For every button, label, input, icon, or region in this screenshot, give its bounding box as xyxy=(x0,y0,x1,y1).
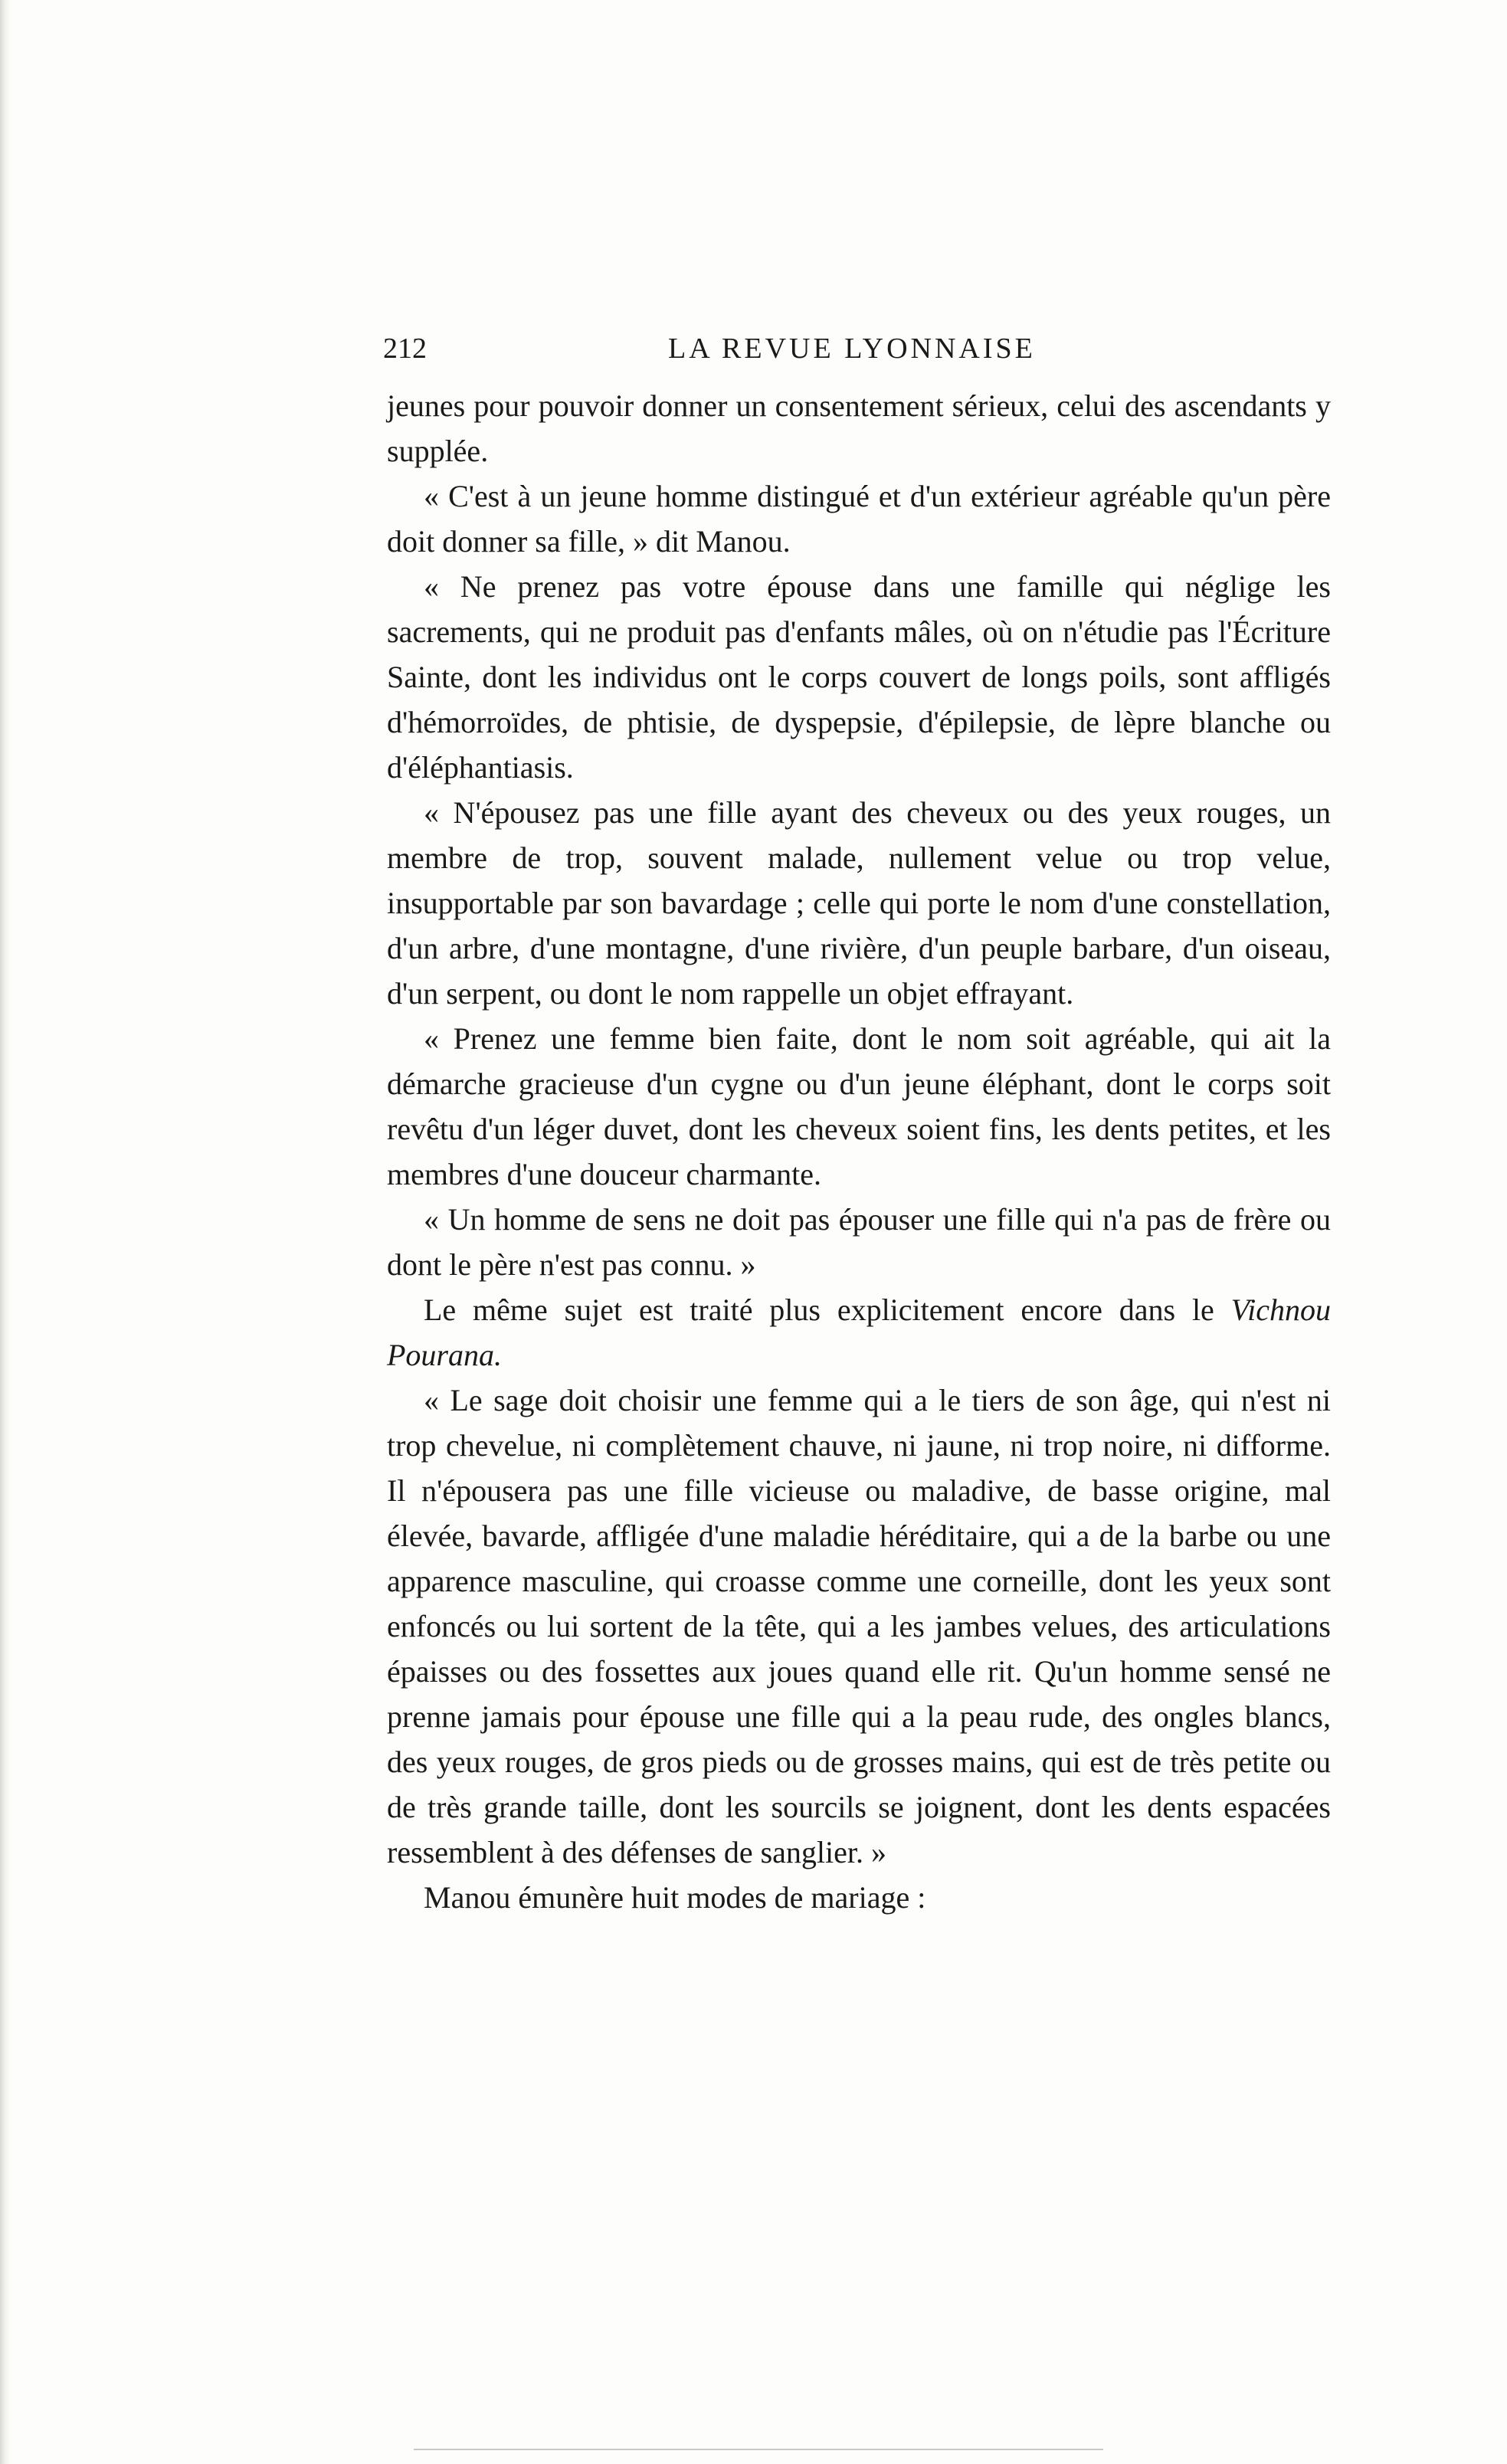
paragraph-marriage-modes: Manou émunère huit modes de mariage : xyxy=(424,1880,926,1915)
page-number: 212 xyxy=(383,333,427,365)
work-title-vichnou-pourana: Vichnou Pourana. xyxy=(387,1293,1331,1372)
running-head xyxy=(383,326,1333,372)
paragraph-ideal-wife: « Prenez une femme bien faite, dont le nom soit agréable, qui ait la démarche gracieuse d'un cygne ou d'un jeune éléphant, dont le corps soit revêtu d'un léger duvet, dont les cheveux soient fins, les dents petites, et les membres d'une douceur charmante. xyxy=(387,1021,1331,1191)
paragraph-continuation: jeunes pour pouvoir donner un consentement sérieux, celui des ascendants y supplée. xyxy=(387,388,1331,468)
journal-title: LA REVUE LYONNAISE xyxy=(668,333,1036,365)
page-edge-shadow xyxy=(0,0,11,2464)
body-text xyxy=(387,383,1331,1920)
paragraph-family-restrictions: « Ne prenez pas votre épouse dans une famille qui néglige les sacrements, qui ne produit pas d'enfants mâles, où on n'étudie pas l'Écriture Sainte, dont les individus ont le corps couvert de longs poils, sont affligés d'hémorroïdes, de phtisie, de dyspepsie, d'épilepsie, de lèpre blanche ou d'éléphantiasis. xyxy=(387,569,1331,785)
paragraph-manou-quote: « C'est à un jeune homme distingué et d'un extérieur agréable qu'un père doit donner sa fille, » dit Manou. xyxy=(387,479,1331,559)
paragraph-brother-condition: « Un homme de sens ne doit pas épouser une fille qui n'a pas de frère ou dont le père n'est pas connu. » xyxy=(387,1202,1331,1282)
page-bottom-edge xyxy=(414,2449,1103,2450)
paragraph-girl-restrictions: « N'épousez pas une fille ayant des cheveux ou des yeux rouges, un membre de trop, souvent malade, nullement velue ou trop velue, insupportable par son bavardage ; celle qui porte le nom d'une constellation, d'un arbre, d'une montagne, d'une rivière, d'un peuple barbare, d'un oiseau, d'un serpent, ou dont le nom rappelle un objet effrayant. xyxy=(387,795,1331,1011)
paragraph-sage-choice: « Le sage doit choisir une femme qui a le tiers de son âge, qui n'est ni trop chevelue, ni complètement chauve, ni jaune, ni trop noire, ni difforme. Il n'épousera pas une fille vicieuse ou maladive, de basse origine, mal élevée, bavarde, affligée d'une maladie héréditaire, qui a de la barbe ou une apparence masculine, qui croasse comme une corneille, dont les yeux sont enfoncés ou lui sortent de la tête, qui a les jambes velues, des articulations épaisses ou des fossettes aux joues quand elle rit. Qu'un homme sensé ne prenne jamais pour épouse une fille qui a la peau rude, des ongles blancs, des yeux rouges, de gros pieds ou de grosses mains, qui est de très petite ou de très grande taille, dont les sourcils se joignent, dont les dents espacées ressemblent à des défenses de sanglier. » xyxy=(387,1383,1331,1869)
vichnou-intro-text: Le même sujet est traité plus explicitement encore dans le xyxy=(424,1293,1231,1327)
paragraph-vichnou-intro xyxy=(387,1287,1331,1378)
